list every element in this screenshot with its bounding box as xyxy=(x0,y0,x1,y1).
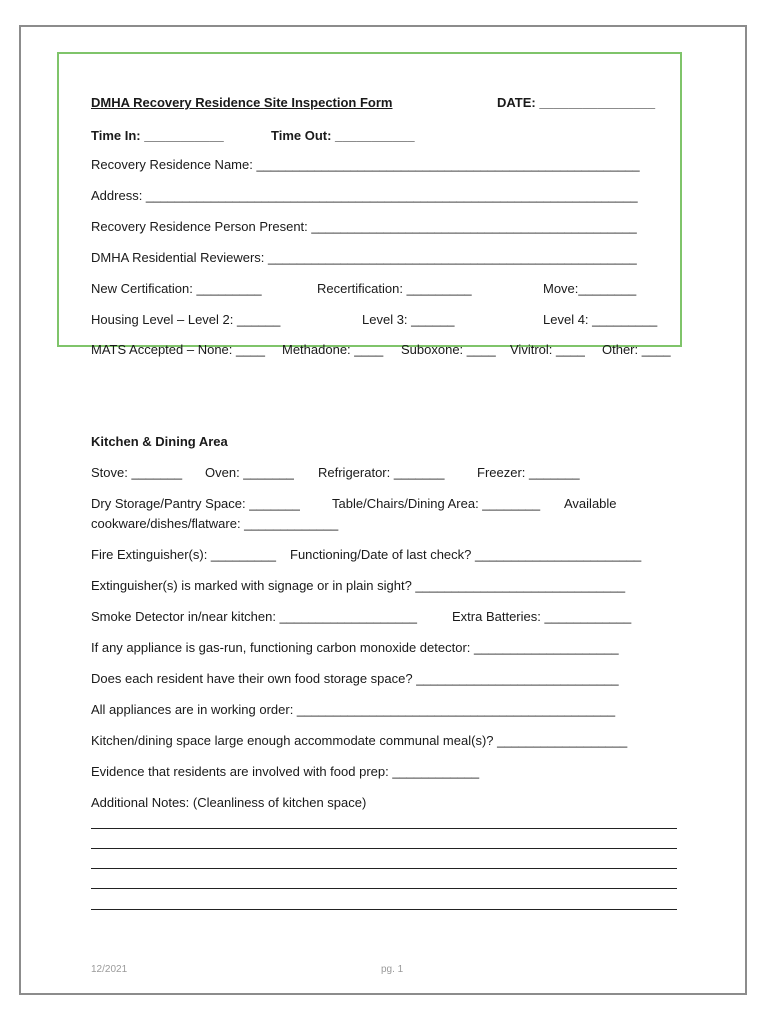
freezer-field[interactable]: Freezer: _______ xyxy=(477,465,580,480)
residence-name-field[interactable]: Recovery Residence Name: _____________________________________________________ xyxy=(91,157,640,172)
page-number: pg. 1 xyxy=(381,964,404,975)
refrigerator-field[interactable]: Refrigerator: _______ xyxy=(318,465,445,480)
other-field[interactable]: Other: ____ xyxy=(602,342,671,357)
food-prep-field[interactable]: Evidence that residents are involved with food prep: ____________ xyxy=(91,764,480,779)
available-label: Available xyxy=(564,496,617,511)
methadone-field[interactable]: Methadone: ____ xyxy=(282,342,384,357)
recertification-field[interactable]: Recertification: _________ xyxy=(317,281,472,296)
food-storage-field[interactable]: Does each resident have their own food storage space? ____________________________ xyxy=(91,671,619,686)
kitchen-heading: Kitchen & Dining Area xyxy=(91,434,228,449)
housing-level-2-field[interactable]: Housing Level – Level 2: ______ xyxy=(91,312,281,327)
form-title: DMHA Recovery Residence Site Inspection Form xyxy=(91,95,393,110)
notes-line[interactable] xyxy=(91,909,677,910)
fire-extinguisher-field[interactable]: Fire Extinguisher(s): _________ xyxy=(91,547,276,562)
notes-line[interactable] xyxy=(91,848,677,849)
table-chairs-field[interactable]: Table/Chairs/Dining Area: ________ xyxy=(332,496,541,511)
date-field[interactable]: DATE: ________________ xyxy=(497,95,656,110)
footer-date: 12/2021 xyxy=(91,964,128,975)
move-field[interactable]: Move:________ xyxy=(543,281,637,296)
cookware-field[interactable]: cookware/dishes/flatware: _____________ xyxy=(91,516,339,531)
extra-batteries-field[interactable]: Extra Batteries: ____________ xyxy=(452,609,632,624)
functioning-date-field[interactable]: Functioning/Date of last check? _______________________ xyxy=(290,547,642,562)
appliances-field[interactable]: All appliances are in working order: ____________________________________________ xyxy=(91,702,616,717)
new-certification-field[interactable]: New Certification: _________ xyxy=(91,281,262,296)
notes-line[interactable] xyxy=(91,828,677,829)
time-in-field[interactable]: Time In: ___________ xyxy=(91,128,224,143)
person-present-field[interactable]: Recovery Residence Person Present: _____________________________________________ xyxy=(91,219,637,234)
reviewers-field[interactable]: DMHA Residential Reviewers: ___________________________________________________ xyxy=(91,250,637,265)
vivitrol-field[interactable]: Vivitrol: ____ xyxy=(510,342,585,357)
notes-line[interactable] xyxy=(91,868,677,869)
time-out-field[interactable]: Time Out: ___________ xyxy=(271,128,415,143)
additional-notes-label: Additional Notes: (Cleanliness of kitchen space) xyxy=(91,795,367,810)
smoke-detector-field[interactable]: Smoke Detector in/near kitchen: ___________________ xyxy=(91,609,417,624)
suboxone-field[interactable]: Suboxone: ____ xyxy=(401,342,496,357)
level-4-field[interactable]: Level 4: _________ xyxy=(543,312,658,327)
extinguisher-signage-field[interactable]: Extinguisher(s) is marked with signage or in plain sight? _____________________________ xyxy=(91,578,626,593)
dry-storage-field[interactable]: Dry Storage/Pantry Space: _______ xyxy=(91,496,300,511)
gas-run-field[interactable]: If any appliance is gas-run, functioning carbon monoxide detector: ____________________ xyxy=(91,640,619,655)
level-3-field[interactable]: Level 3: ______ xyxy=(362,312,455,327)
oven-field[interactable]: Oven: _______ xyxy=(205,465,294,480)
address-field[interactable]: Address: ____________________________________________________________________ xyxy=(91,188,638,203)
stove-field[interactable]: Stove: _______ xyxy=(91,465,183,480)
mats-none-field[interactable]: MATS Accepted – None: ____ xyxy=(91,342,265,357)
communal-meal-field[interactable]: Kitchen/dining space large enough accommodate communal meal(s)? __________________ xyxy=(91,733,628,748)
notes-line[interactable] xyxy=(91,888,677,889)
